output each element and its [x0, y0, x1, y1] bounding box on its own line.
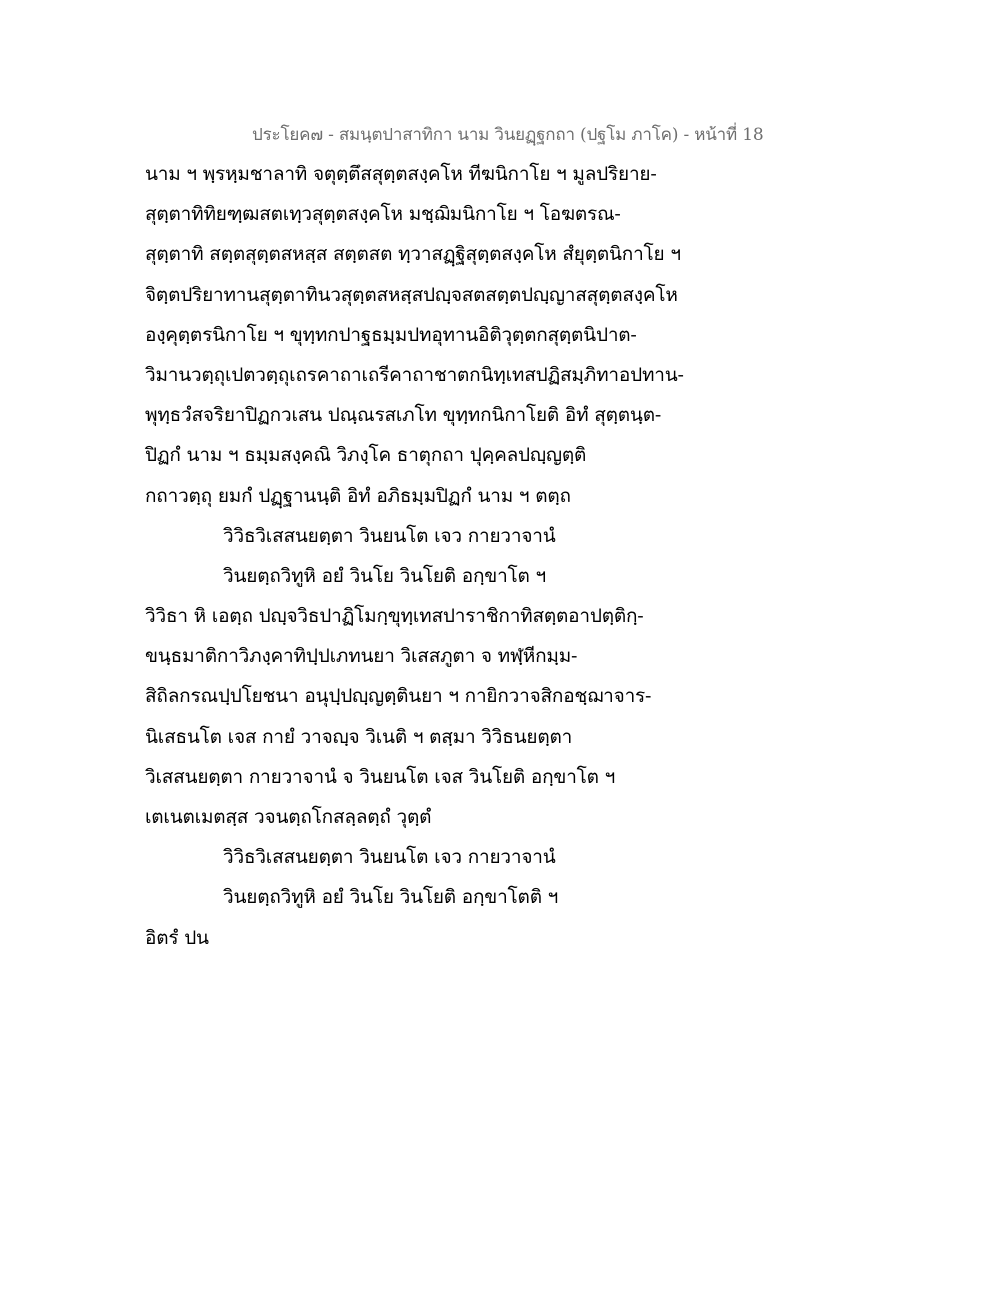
verse-line: วิวิธวิเสสนยตฺตา วินยนโต เจว กายวาจานํ [223, 524, 556, 547]
text-line: อิตรํ ปน [145, 926, 209, 949]
text-line: กถาวตฺถุ ยมกํ ปฏฺฐานนฺติ อิทํ อภิธมฺมปิฏกํ นาม ฯ ตตฺถ [145, 484, 571, 507]
running-header: ประโยค๗ - สมนฺตปาสาทิกา นาม วินยฏฺฐกถา (ปฐโม ภาโค) - หน้าที่ 18 [252, 125, 764, 145]
verse-line: วินยตฺถวิทูหิ อยํ วินโย วินโยติ อกฺขาโต ฯ [223, 564, 547, 587]
text-line: นิเสธนโต เจส กายํ วาจญฺจ วิเนติ ฯ ตสฺมา วิวิธนยตฺตา [145, 725, 573, 748]
text-line: วิเสสนยตฺตา กายวาจานํ จ วินยนโต เจส วินโยติ อกฺขาโต ฯ [145, 765, 616, 788]
text-line: พุทฺธวํสจริยาปิฏกวเสน ปณฺณรสเภโท ขุทฺทกนิกาโยติ อิทํ สุตฺตนฺต- [145, 404, 662, 427]
text-line: ปิฏกํ นาม ฯ ธมฺมสงฺคณิ วิภงฺโค ธาตุกถา ปุคฺคลปญฺญตฺติ [145, 444, 587, 467]
text-line: วิมานวตฺถุเปตวตฺถุเถรคาถาเถรีคาถาชาตกนิทฺเทสปฏิสมฺภิทาอปทาน- [145, 363, 684, 386]
verse-line: วินยตฺถวิทูหิ อยํ วินโย วินโยติ อกฺขาโตติ ฯ [223, 886, 559, 909]
text-line: สุตฺตาทิทิยฑฺฒสตเทฺวสุตฺตสงฺคโห มชฺฌิมนิกาโย ฯ โอฆตรณ- [145, 203, 621, 226]
text-line: สิถิลกรณปฺปโยชนา อนุปฺปญฺญตฺตินยา ฯ กายิกวาจสิกอชฺฌาจาร- [145, 685, 652, 708]
text-line: นาม ฯ พฺรหฺมชาลาทิ จตุตฺตึสสุตฺตสงฺคโห ทีฆนิกาโย ฯ มูลปริยาย- [145, 163, 657, 185]
text-line: เตเนตเมตสฺส วจนตฺถโกสลฺลตฺถํ วุตฺตํ [145, 806, 432, 828]
text-line: วิวิธา หิ เอตฺถ ปญฺจวิธปาฏิโมกฺขุทฺเทสปาราชิกาทิสตฺตอาปตฺติกฺ- [145, 605, 644, 628]
body-text [145, 158, 765, 962]
text-line: ขนฺธมาติกาวิภงฺคาทิปฺปเภทนยา วิเสสภูตา จ ทฬฺหีกมฺม- [145, 645, 578, 668]
text-line: จิตฺตปริยาทานสุตฺตาทินวสุตฺตสหสฺสปญฺจสตสตฺตปญฺญาสสุตฺตสงฺคโห [145, 283, 678, 306]
verse-line: วิวิธวิเสสนยตฺตา วินยนโต เจว กายวาจานํ [223, 846, 556, 869]
text-line: องฺคุตฺตรนิกาโย ฯ ขุทฺทกปาฐธมฺมปทอุทานอิติวุตฺตกสุตฺตนิปาต- [145, 323, 637, 346]
text-line: สุตฺตาทิ สตฺตสุตฺตสหสฺส สตฺตสต ทฺวาสฏฺฐิสุตฺตสงฺคโห สํยุตฺตนิกาโย ฯ [145, 243, 681, 266]
